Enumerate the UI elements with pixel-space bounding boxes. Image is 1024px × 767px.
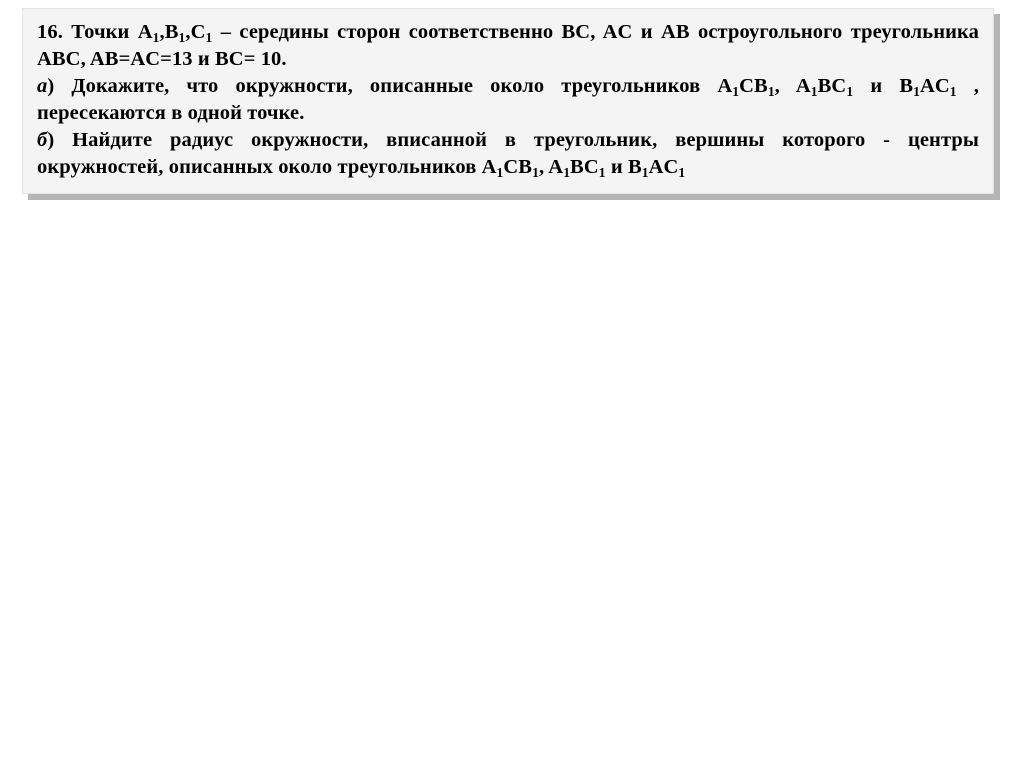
item-b-text-4: BC bbox=[570, 156, 599, 179]
item-a-text-1: ) Докажите, что окружности, описанные около треугольников A bbox=[47, 75, 733, 98]
statement-text-1: Точки A bbox=[71, 21, 153, 43]
statement-text-3: ,C bbox=[185, 21, 206, 43]
item-a-marker: а bbox=[37, 75, 48, 98]
item-a-text-4: BC bbox=[817, 75, 847, 98]
item-b-sub-2: 1 bbox=[532, 165, 539, 181]
item-b-sub-1: 1 bbox=[496, 165, 504, 181]
item-b-text-1: ) Найдите радиус окружности, вписанной в треугольник, вершины которого - центры окружностей, описанных около треугольников A bbox=[37, 129, 979, 179]
statement-text-2: ,B bbox=[159, 21, 179, 43]
item-a-text-6: AC bbox=[919, 75, 950, 98]
item-a-text-2: CB bbox=[739, 75, 768, 98]
item-a-sub-6: 1 bbox=[949, 83, 957, 99]
item-b-text-2: CB bbox=[503, 156, 533, 179]
item-b-sub-3: 1 bbox=[563, 165, 571, 181]
statement-sub-1: 1 bbox=[152, 29, 160, 45]
item-a-sub-1: 1 bbox=[732, 83, 740, 99]
item-b-marker: б bbox=[37, 129, 48, 152]
item-b-sub-4: 1 bbox=[598, 165, 606, 181]
problem-number: 16. bbox=[37, 21, 63, 43]
statement-sub-3: 1 bbox=[205, 29, 213, 45]
item-b-text-3: , A bbox=[538, 156, 564, 179]
item-a-sub-2: 1 bbox=[767, 83, 775, 99]
item-a-sub-3: 1 bbox=[810, 83, 818, 99]
item-a-text-5: и B bbox=[853, 75, 914, 98]
item-b-text-6: AC bbox=[648, 156, 679, 179]
item-a-sub-4: 1 bbox=[846, 83, 854, 99]
item-a-sub-5: 1 bbox=[913, 83, 920, 99]
item-a-text-3: , A bbox=[774, 75, 811, 98]
problem-statement bbox=[37, 19, 979, 73]
statement-text-4: – середины сторон соответственно BC, AC и AB остроугольного треугольника ABC, AB=AC=13 и BC= 10. bbox=[37, 21, 979, 71]
problem-item-a bbox=[37, 73, 979, 127]
problem-text-frame bbox=[22, 8, 994, 194]
item-b-text-5: и B bbox=[605, 156, 642, 179]
item-b-sub-5: 1 bbox=[641, 165, 649, 181]
item-b-sub-6: 1 bbox=[678, 165, 686, 181]
item-a-text-7: , пересекаются в одной точке. bbox=[37, 75, 979, 125]
problem-item-b bbox=[37, 127, 979, 181]
statement-sub-2: 1 bbox=[178, 29, 186, 45]
